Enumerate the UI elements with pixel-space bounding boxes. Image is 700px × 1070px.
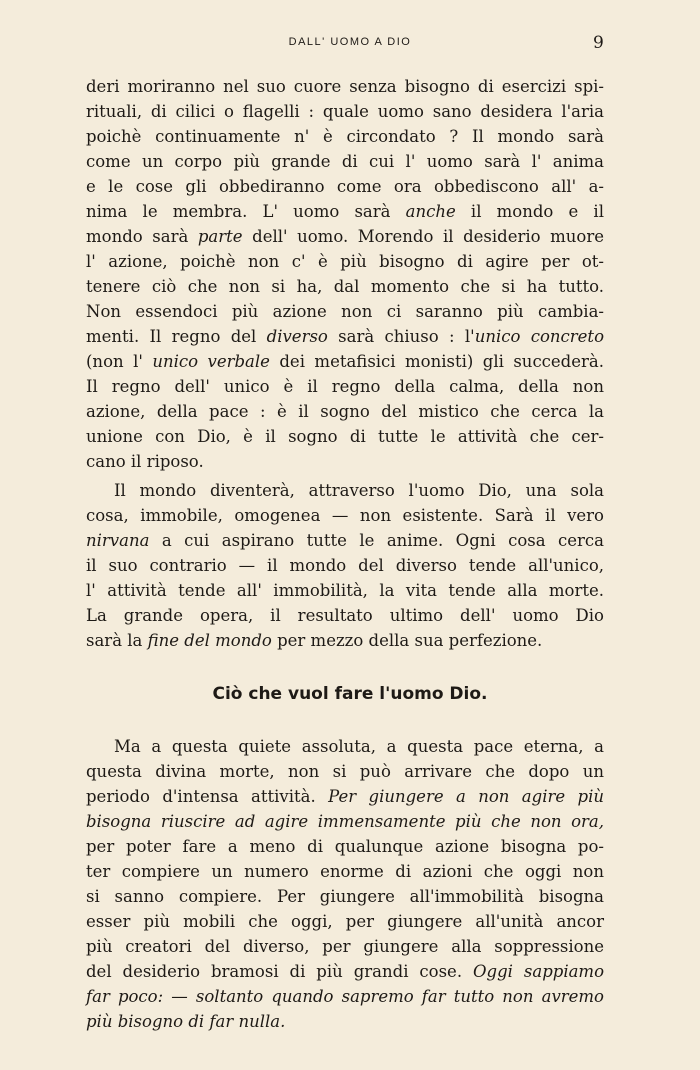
text-line: questa divina morte, non si può arrivare che dopo un [86, 762, 604, 781]
text-line: del desiderio bramosi di più grandi cose. Oggi sappiamo [86, 962, 605, 981]
text-line: cosa, immobile, omogenea — non esistente. Sarà il vero [86, 506, 604, 525]
text-line: ter compiere un numero enorme di azioni che oggi non [86, 862, 604, 881]
text-line: nima le membra. L' uomo sarà anche il mondo e il [86, 202, 604, 221]
text-line: il suo contrario — il mondo del diverso tende all'unico, [86, 556, 604, 575]
text-line [86, 984, 604, 1009]
paragraph-3 [86, 734, 604, 1034]
italic-phrase: parte [197, 227, 243, 246]
italic-phrase: fine del mondo [147, 631, 272, 650]
italic-phrase: anche [405, 202, 456, 221]
text-line: Ma a questa quiete assoluta, a questa pace eterna, a [114, 737, 604, 756]
text-line: esser più mobili che oggi, per giungere all'unità ancor [86, 912, 604, 931]
text-line: La grande opera, il resultato ultimo dell' uomo Dio [86, 606, 604, 625]
italic-phrase: più bisogno di far nulla. [86, 1012, 286, 1031]
italic-phrase: far poco: — soltanto quando sapremo far tutto non avremo [86, 987, 604, 1006]
text-line: si sanno compiere. Per giungere all'immobilità bisogna [86, 887, 604, 906]
text-line: poichè continuamente n' è circondato ? Il mondo sarà [86, 127, 604, 146]
text-line: azione, della pace : è il sogno del mistico che cerca la [86, 402, 604, 421]
text-line: (non l' unico verbale dei metafisici monisti) gli succederà. [86, 352, 604, 371]
text-line: l' attività tende all' immobilità, la vita tende alla morte. [86, 581, 604, 600]
text-line: deri moriranno nel suo cuore senza bisogno di esercizi spi- [86, 77, 604, 96]
text-line: Il mondo diventerà, attraverso l'uomo Dio, una sola [114, 481, 604, 500]
text-line: sarà la fine del mondo per mezzo della sua perfezione. [86, 631, 543, 650]
italic-phrase: unico concreto [474, 327, 605, 346]
paragraph-2 [86, 478, 604, 653]
text-line: e le cose gli obbediranno come ora obbediscono all' a- [86, 177, 604, 196]
text-line: Il regno dell' unico è il regno della calma, della non [86, 377, 604, 396]
section-heading: Ciò che vuol fare l'uomo Dio. [212, 684, 488, 704]
italic-phrase: bisogna riuscire ad agire immensamente più che non ora, [86, 812, 604, 831]
text-line [86, 1009, 604, 1034]
italic-phrase: diverso [266, 327, 328, 346]
text-line: rituali, di cilici o flagelli : quale uomo sano desidera l'aria [86, 102, 604, 121]
page-number: 9 [593, 33, 604, 53]
text-line: menti. Il regno del diverso sarà chiuso : l'unico concreto [86, 327, 605, 346]
text-line: per poter fare a meno di qualunque azione bisogna po- [86, 837, 604, 856]
text-line: più creatori del diverso, per giungere alla soppressione [86, 937, 604, 956]
italic-phrase: nirvana [86, 531, 150, 550]
text-line: come un corpo più grande di cui l' uomo sarà l' anima [86, 152, 604, 171]
text-line: mondo sarà parte dell' uomo. Morendo il desiderio muore [86, 227, 604, 246]
text-line: l' azione, poichè non c' è più bisogno di agire per ot- [86, 252, 604, 271]
text-line: unione con Dio, è il sogno di tutte le attività che cer- [86, 427, 604, 446]
italic-phrase: unico verbale [152, 352, 270, 371]
italic-phrase: Per giungere a non agire più [328, 787, 604, 806]
text-line: cano il riposo. [86, 452, 204, 471]
text-line: Non essendoci più azione non ci saranno più cambia- [86, 302, 604, 321]
text-line: nirvana a cui aspirano tutte le anime. Ogni cosa cerca [86, 531, 604, 550]
paragraph-1 [86, 74, 604, 474]
text-line [86, 809, 604, 834]
running-title: DALL' UOMO A DIO [288, 36, 412, 48]
italic-phrase: Oggi sappiamo [473, 962, 605, 981]
text-line: tenere ciò che non si ha, dal momento che si ha tutto. [86, 277, 604, 296]
text-line: periodo d'intensa attività. Per giungere a non agire più [86, 787, 604, 806]
